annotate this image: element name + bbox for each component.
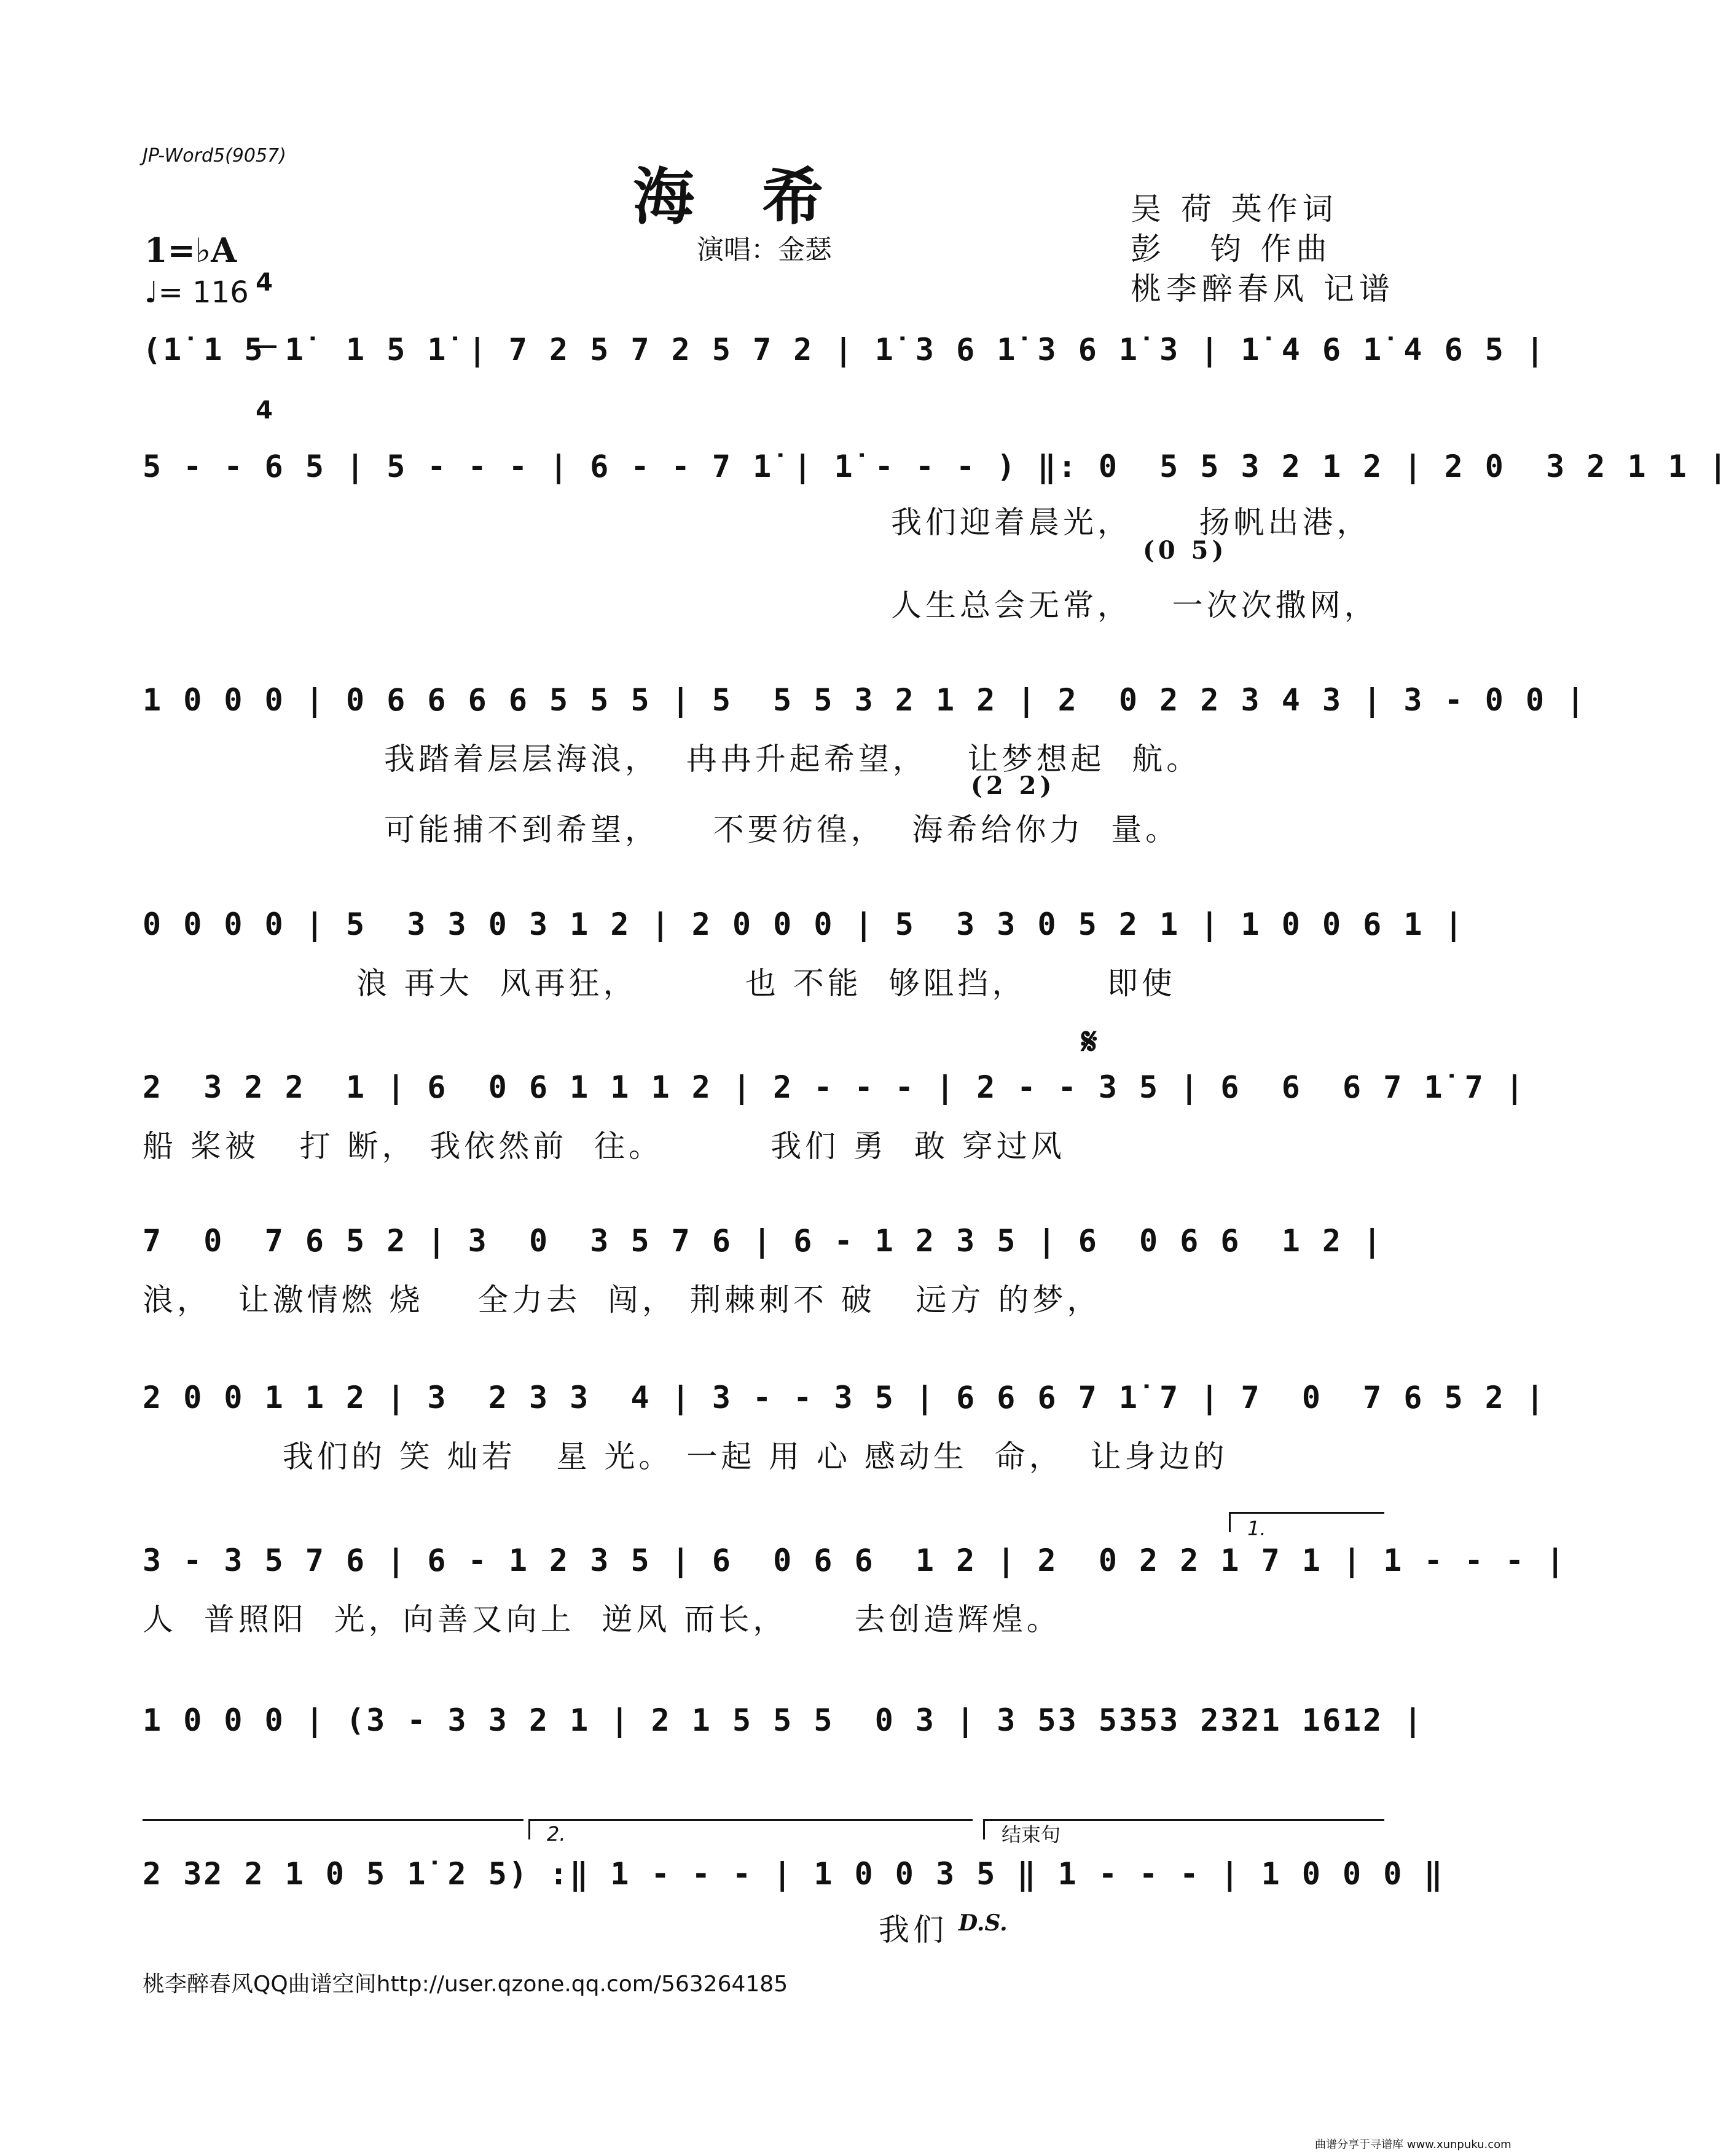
score-line-10: 2 32 2 1 0 5 1̇ 2 5) :‖ 1 - - - | 1 0 0 3 5 ‖ 1 - - - | 1 0 0 0 ‖ [143, 1856, 1445, 1892]
tempo-mark: ♩= 116 [144, 275, 249, 310]
lyric-line-3a: 我踏着层层海浪， 冉冉升起希望， 让梦想起 航。 [384, 741, 1201, 777]
meter-top: 4 [256, 269, 273, 297]
volta-1-label: 1. [1247, 1517, 1266, 1540]
segno-sign: 𝄋 [1081, 1020, 1097, 1063]
lyricist-credit: 吴 荷 英作词 [1131, 191, 1338, 227]
score-line-8: 3 - 3 5 7 6 | 6 - 1 2 3 5 | 6 0 6 6 1 2 | 2 0 2 2 1 7 1 | 1 - - - | [143, 1543, 1567, 1578]
song-title: 海希 [633, 160, 891, 233]
transcriber-credit: 桃李醉春风 记谱 [1131, 271, 1395, 307]
lyric-line-4: 浪 再大 风再狂， 也 不能 够阻挡， 即使 [356, 966, 1176, 1001]
ending-label: 结束句 [1002, 1823, 1061, 1846]
lyric-line-5: 船 桨被 打 断， 我依然前 往。 我们 勇 敢 穿过风 [143, 1128, 1065, 1164]
lyric-line-2b: 人生总会无常， 一次次撒网， [891, 588, 1379, 623]
lyric-line-10: 我们 [879, 1912, 947, 1948]
volta-2-bracket [528, 1819, 973, 1839]
site-watermark: 曲谱分享于寻谱库 www.xunpuku.com [1315, 2138, 1511, 2151]
score-line-5: 2 3 2 2 1 | 6 0 6 1 1 1 2 | 2 - - - | 2 - - 3 5 | 6 6 6 7 1̇ 7 | [143, 1069, 1526, 1105]
score-line-4: 0 0 0 0 | 5 3 3 0 3 1 2 | 2 0 0 0 | 5 3 3 0 5 2 1 | 1 0 0 6 1 | [143, 907, 1465, 942]
score-line-6: 7 0 7 6 5 2 | 3 0 3 5 7 6 | 6 - 1 2 3 5 | 6 0 6 6 1 2 | [143, 1223, 1384, 1259]
score-line-9: 1 0 0 0 | (3 - 3 3 2 1 | 2 1 5 5 5 0 3 | 3 53 5353 2321 1612 | [143, 1702, 1424, 1738]
volta-2-label: 2. [547, 1822, 566, 1846]
alt-notes-2: (0 5) [1143, 536, 1228, 565]
footer-link[interactable]: 桃李醉春风QQ曲谱空间http://user.qzone.qq.com/563264185 [143, 1972, 788, 1997]
software-label: JP-Word5(9057) [143, 145, 286, 167]
key-signature: 1=♭A [144, 230, 237, 270]
repeat-bracket-line [143, 1819, 523, 1839]
ds-mark: D.S. [959, 1910, 1008, 1936]
score-line-3: 1 0 0 0 | 0 6 6 6 6 5 5 5 | 5 5 5 3 2 1 2 | 2 0 2 2 3 4 3 | 3 - 0 0 | [143, 682, 1587, 718]
lyric-line-2a: 我们迎着晨光， 扬帆出港， [891, 505, 1371, 540]
lyric-line-3b: 可能捕不到希望， 不要彷徨， 海希给你力 量。 [384, 812, 1180, 848]
composer-credit: 彭 钧 作曲 [1131, 231, 1332, 267]
score-line-2: 5 - - 6 5 | 5 - - - | 6 - - 7 1̇ | 1̇ - - - ) ‖: 0 5 5 3 2 1 2 | 2 0 3 2 1 1 | [143, 449, 1729, 484]
alt-notes-3: (2 2) [971, 771, 1056, 800]
meter-bottom: 4 [256, 396, 273, 425]
lyric-line-7: 我们的 笑 灿若 星 光。 一起 用 心 感动生 命， 让身边的 [283, 1439, 1228, 1474]
lyric-line-8: 人 普照阳 光，向善又向上 逆风 而长， 去创造辉煌。 [143, 1602, 1061, 1637]
score-line-7: 2 0 0 1 1 2 | 3 2 3 3 4 | 3 - - 3 5 | 6 6 6 7 1̇ 7 | 7 0 7 6 5 2 | [143, 1380, 1547, 1415]
score-line-1: (1̇ 1 5 1̇ 1 5 1̇ | 7 2 5 7 2 5 7 2 | 1̇ 3 6 1̇ 3 6 1̇ 3 | 1̇ 4 6 1̇ 4 6 5 | [143, 332, 1547, 368]
lyric-line-6: 浪， 让激情燃 烧 全力去 闯， 荆棘刺不 破 远方 的梦， [143, 1282, 1102, 1318]
singer-credit: 演唱：金瑟 [697, 234, 832, 266]
